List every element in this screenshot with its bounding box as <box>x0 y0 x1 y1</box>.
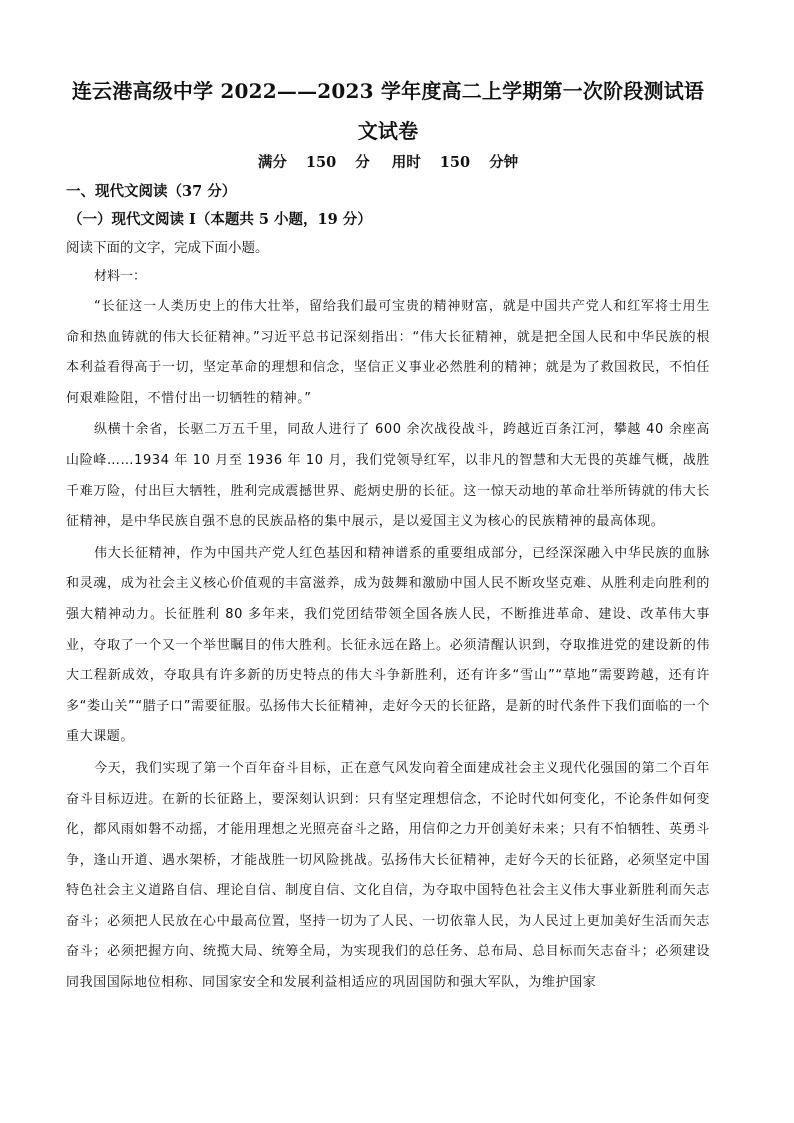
passage-paragraph-1: “长征这一人类历史上的伟大壮举，留给我们最可宝贵的精神财富，就是中国共产党人和红军将士用生命和热血铸就的伟大长征精神。”习近平总书记深刻指出：“伟大长征精神，就是把全国人民和中华民族的根本利益看得高于一切，坚定革命的理想和信念，坚信正义事业必然胜利的精神；就是为了救国救民，不怕任何艰难险阻，不惜付出一切牺牲的精神。” <box>66 299 710 406</box>
full-score: 满分 150 分 <box>257 154 370 171</box>
passage-paragraph-2: 纵横十余省，长驱二万五千里，同敌人进行了 600 余次战役战斗，跨越近百条江河，攀越 40 余座高山险峰……1934 年 10 月至 1936 年 10 月，我们党领导红军，以非凡的智慧和大无畏的英雄气概，战胜千难万险，付出巨大牺牲，胜利完成震撼世界、彪炳史册的长征。这一惊天动地的革命壮举所铸就的伟大长征精神，是中华民族自强不息的民族品格的集中展示，是以爱国主义为核心的民族精神的最高体现。 <box>66 422 710 530</box>
reading-instruction: 阅读下面的文字，完成下面小题。 <box>66 240 269 256</box>
time-limit: 用时 150 分钟 <box>391 154 519 171</box>
sub-section-heading: （一）现代文阅读 I（本题共 5 小题，19 分） <box>68 211 372 228</box>
exam-title <box>66 72 710 150</box>
section-heading: 一、现代文阅读（37 分） <box>66 183 237 200</box>
material-label: 材料一： <box>94 269 147 284</box>
exam-title-line2: 文试卷 <box>357 119 419 143</box>
passage-paragraph-3: 伟大长征精神，作为中国共产党人红色基因和精神谱系的重要组成部分，已经深深融入中华民族的血脉和灵魂，成为社会主义核心价值观的丰富滋养，成为鼓舞和激励中国人民不断攻坚克难、从胜利走向胜利的强大精神动力。长征胜利 80 多年来，我们党团结带领全国各族人民，不断推进革命、建设、改革伟大事业，夺取了一个又一个举世瞩目的伟大胜利。长征永远在路上。必须清醒认识到，夺取推进党的建设新的伟大工程新成效，夺取具有许多新的历史特点的伟大斗争新胜利，还有许多“雪山”“草地”需要跨越，还有许多“娄山关”“腊子口”需要征服。弘扬伟大长征精神，走好今天的长征路，是新的时代条件下我们面临的一个重大课题。 <box>66 545 710 745</box>
exam-score-time <box>66 150 710 176</box>
exam-title-line1: 连云港高级中学 2022——2023 学年度高二上学期第一次阶段测试语 <box>71 79 705 103</box>
reading-passage <box>66 292 710 999</box>
passage-paragraph-4: 今天，我们实现了第一个百年奋斗目标，正在意气风发向着全面建成社会主义现代化强国的第二个百年奋斗目标迈进。在新的长征路上，要深刻认识到：只有坚定理想信念，不论时代如何变化，不论条件如何变化，都风雨如磐不动摇，才能用理想之光照亮奋斗之路，用信仰之力开创美好未来；只有不怕牺牲、英勇斗争，逢山开道、遇水架桥，才能战胜一切风险挑战。弘扬伟大长征精神，走好今天的长征路，必须坚定中国特色社会主义道路自信、理论自信、制度自信、文化自信，为夺取中国特色社会主义伟大事业新胜利而矢志奋斗；必须把人民放在心中最高位置，坚持一切为了人民、一切依靠人民，为人民过上更加美好生活而矢志奋斗；必须把握方向、统揽大局、统筹全局，为实现我们的总任务、总布局、总目标而矢志奋斗；必须建设同我国国际地位相称、同国家安全和发展利益相适应的巩固国防和强大军队，为维护国家 <box>66 760 710 991</box>
